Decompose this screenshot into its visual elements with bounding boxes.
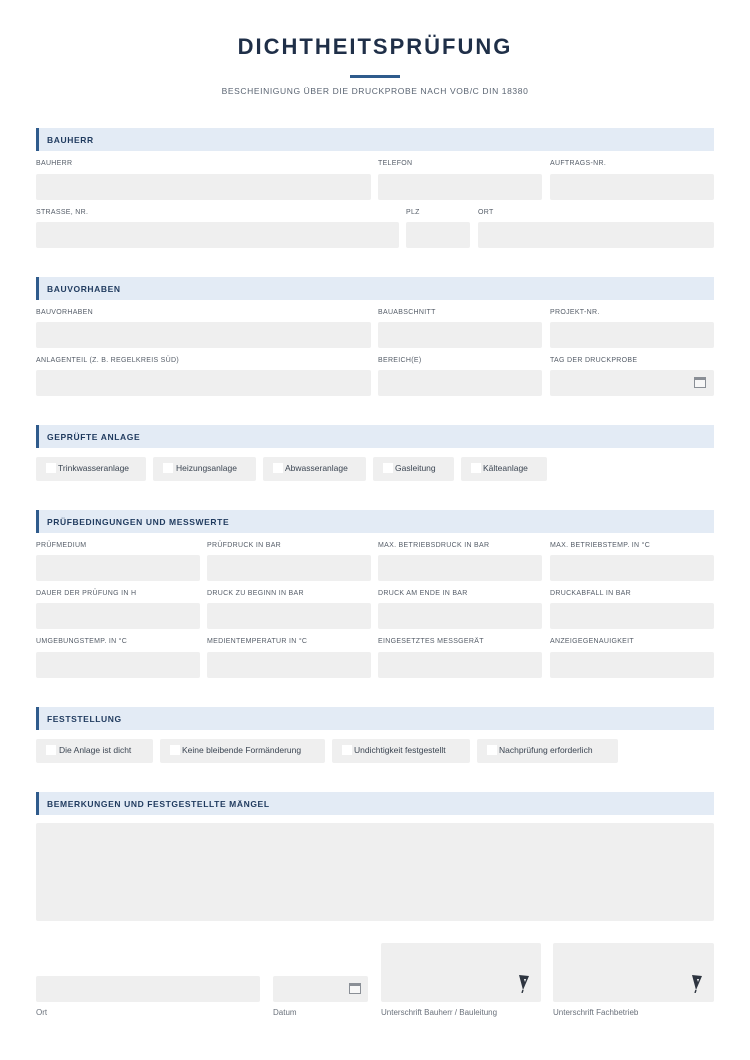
- label-strasse: STRASSE, NR.: [36, 209, 89, 216]
- title-underline: [350, 75, 400, 78]
- label-bauvorhaben: BAUVORHABEN: [36, 309, 93, 316]
- checkbox-box[interactable]: [46, 745, 56, 755]
- section-title: BAUHERR: [47, 135, 94, 145]
- label-plz: PLZ: [406, 209, 420, 216]
- messgeraet-input[interactable]: [378, 652, 542, 678]
- bemerkungen-textarea[interactable]: [36, 823, 714, 921]
- label-pruefmedium: PRÜFMEDIUM: [36, 542, 87, 549]
- section-bauherr-header: [36, 128, 714, 151]
- label-anzeigegenauigkeit: ANZEIGEGENAUIGKEIT: [550, 638, 634, 645]
- section-bemerkungen-header: [36, 792, 714, 815]
- checkbox-label: Undichtigkeit festgestellt: [354, 745, 446, 755]
- checkbox-label: Keine bleibende Formänderung: [182, 745, 302, 755]
- projekt-nr-input[interactable]: [550, 322, 714, 348]
- label-umgebungstemp: UMGEBUNGSTEMP. IN °C: [36, 638, 128, 645]
- label-projekt-nr: PROJEKT-NR.: [550, 309, 600, 316]
- label-bauherr: BAUHERR: [36, 160, 73, 167]
- anzeigegenauigkeit-input[interactable]: [550, 652, 714, 678]
- checkbox-label: Kälteanlage: [483, 463, 528, 473]
- checkbox-box[interactable]: [383, 463, 393, 473]
- label-telefon: TELEFON: [378, 160, 413, 167]
- section-title: FESTSTELLUNG: [47, 714, 122, 724]
- telefon-input[interactable]: [378, 174, 542, 200]
- page-subtitle: BESCHEINIGUNG ÜBER DIE DRUCKPROBE NACH VOB/C DIN 18380: [221, 86, 529, 96]
- checkbox-anlage-dicht[interactable]: [36, 739, 153, 763]
- bereich-input[interactable]: [378, 370, 542, 396]
- label-druck-ende: DRUCK AM ENDE IN BAR: [378, 590, 468, 597]
- pruefdruck-input[interactable]: [207, 555, 371, 581]
- checkbox-box[interactable]: [46, 463, 56, 473]
- label-unterschrift-fachbetrieb: Unterschrift Fachbetrieb: [553, 1008, 639, 1017]
- calendar-icon[interactable]: [694, 377, 706, 388]
- auftrags-nr-input[interactable]: [550, 174, 714, 200]
- bauvorhaben-input[interactable]: [36, 322, 371, 348]
- datum-date-input[interactable]: [273, 976, 368, 1002]
- tag-der-druckprobe-date-input[interactable]: [550, 370, 714, 396]
- checkbox-undichtigkeit[interactable]: [332, 739, 470, 763]
- signature-bauherr-field[interactable]: [381, 943, 541, 1002]
- max-betriebstemp-input[interactable]: [550, 555, 714, 581]
- section-feststellung-header: [36, 707, 714, 730]
- label-tag-der-druckprobe: TAG DER DRUCKPROBE: [550, 357, 638, 364]
- max-betriebsdruck-input[interactable]: [378, 555, 542, 581]
- strasse-input[interactable]: [36, 222, 399, 248]
- checkbox-label: Die Anlage ist dicht: [59, 745, 132, 755]
- druck-beginn-input[interactable]: [207, 603, 371, 629]
- bauabschnitt-input[interactable]: [378, 322, 542, 348]
- checkbox-box[interactable]: [170, 745, 180, 755]
- signature-fachbetrieb-field[interactable]: [553, 943, 714, 1002]
- label-max-betriebsdruck: MAX. BETRIEBSDRUCK IN BAR: [378, 542, 490, 549]
- checkbox-kaelteanlage[interactable]: [461, 457, 547, 481]
- anlagenteil-input[interactable]: [36, 370, 371, 396]
- checkbox-abwasseranlage[interactable]: [263, 457, 366, 481]
- label-messgeraet: EINGESETZTES MESSGERÄT: [378, 638, 484, 645]
- label-anlagenteil: ANLAGENTEIL (Z. B. REGELKREIS SÜD): [36, 357, 179, 364]
- label-unterschrift-bauherr: Unterschrift Bauherr / Bauleitung: [381, 1008, 498, 1017]
- label-auftrags-nr: AUFTRAGS-NR.: [550, 160, 607, 167]
- label-druck-beginn: DRUCK ZU BEGINN IN BAR: [207, 590, 304, 597]
- label-pruefdruck: PRÜFDRUCK IN BAR: [207, 542, 282, 549]
- dauer-input[interactable]: [36, 603, 200, 629]
- label-dauer: DAUER DER PRÜFUNG IN H: [36, 590, 137, 597]
- section-title: GEPRÜFTE ANLAGE: [47, 432, 141, 442]
- plz-input[interactable]: [406, 222, 470, 248]
- signature-pen-icon: [517, 973, 531, 993]
- checkbox-box[interactable]: [487, 745, 497, 755]
- section-bauvorhaben-header: [36, 277, 714, 300]
- medientemperatur-input[interactable]: [207, 652, 371, 678]
- label-datum-footer: Datum: [273, 1008, 297, 1017]
- druckabfall-input[interactable]: [550, 603, 714, 629]
- page-title: DICHTHEITSPRÜFUNG: [237, 34, 513, 59]
- checkbox-box[interactable]: [273, 463, 283, 473]
- label-medientemperatur: MEDIENTEMPERATUR IN °C: [207, 638, 308, 645]
- checkbox-keine-formaenderung[interactable]: [160, 739, 325, 763]
- checkbox-label: Abwasseranlage: [285, 463, 348, 473]
- section-title: BEMERKUNGEN UND FESTGESTELLTE MÄNGEL: [47, 799, 270, 809]
- checkbox-label: Nachprüfung erforderlich: [499, 745, 593, 755]
- checkbox-box[interactable]: [342, 745, 352, 755]
- label-bauabschnitt: BAUABSCHNITT: [378, 309, 436, 316]
- calendar-icon[interactable]: [349, 983, 361, 994]
- section-title: PRÜFBEDINGUNGEN UND MESSWERTE: [47, 517, 230, 527]
- ort-input[interactable]: [478, 222, 714, 248]
- label-ort: ORT: [478, 209, 494, 216]
- checkbox-trinkwasseranlage[interactable]: [36, 457, 146, 481]
- label-druckabfall: DRUCKABFALL IN BAR: [550, 590, 631, 597]
- section-anlage-header: [36, 425, 714, 448]
- checkbox-label: Gasleitung: [395, 463, 436, 473]
- section-title: BAUVORHABEN: [47, 284, 121, 294]
- checkbox-box[interactable]: [163, 463, 173, 473]
- checkbox-heizungsanlage[interactable]: [153, 457, 256, 481]
- label-ort-footer: Ort: [36, 1008, 48, 1017]
- druck-ende-input[interactable]: [378, 603, 542, 629]
- checkbox-nachpruefung[interactable]: [477, 739, 618, 763]
- checkbox-label: Heizungsanlage: [176, 463, 237, 473]
- checkbox-box[interactable]: [471, 463, 481, 473]
- pruefmedium-input[interactable]: [36, 555, 200, 581]
- label-max-betriebstemp: MAX. BETRIEBSTEMP. IN °C: [550, 542, 651, 549]
- section-pruefbedingungen-header: [36, 510, 714, 533]
- bauherr-input[interactable]: [36, 174, 371, 200]
- label-bereich: BEREICH(E): [378, 357, 422, 364]
- checkbox-gasleitung[interactable]: [373, 457, 454, 481]
- checkbox-label: Trinkwasseranlage: [58, 463, 130, 473]
- umgebungstemp-input[interactable]: [36, 652, 200, 678]
- ort-signature-input[interactable]: [36, 976, 260, 1002]
- signature-pen-icon: [690, 973, 704, 993]
